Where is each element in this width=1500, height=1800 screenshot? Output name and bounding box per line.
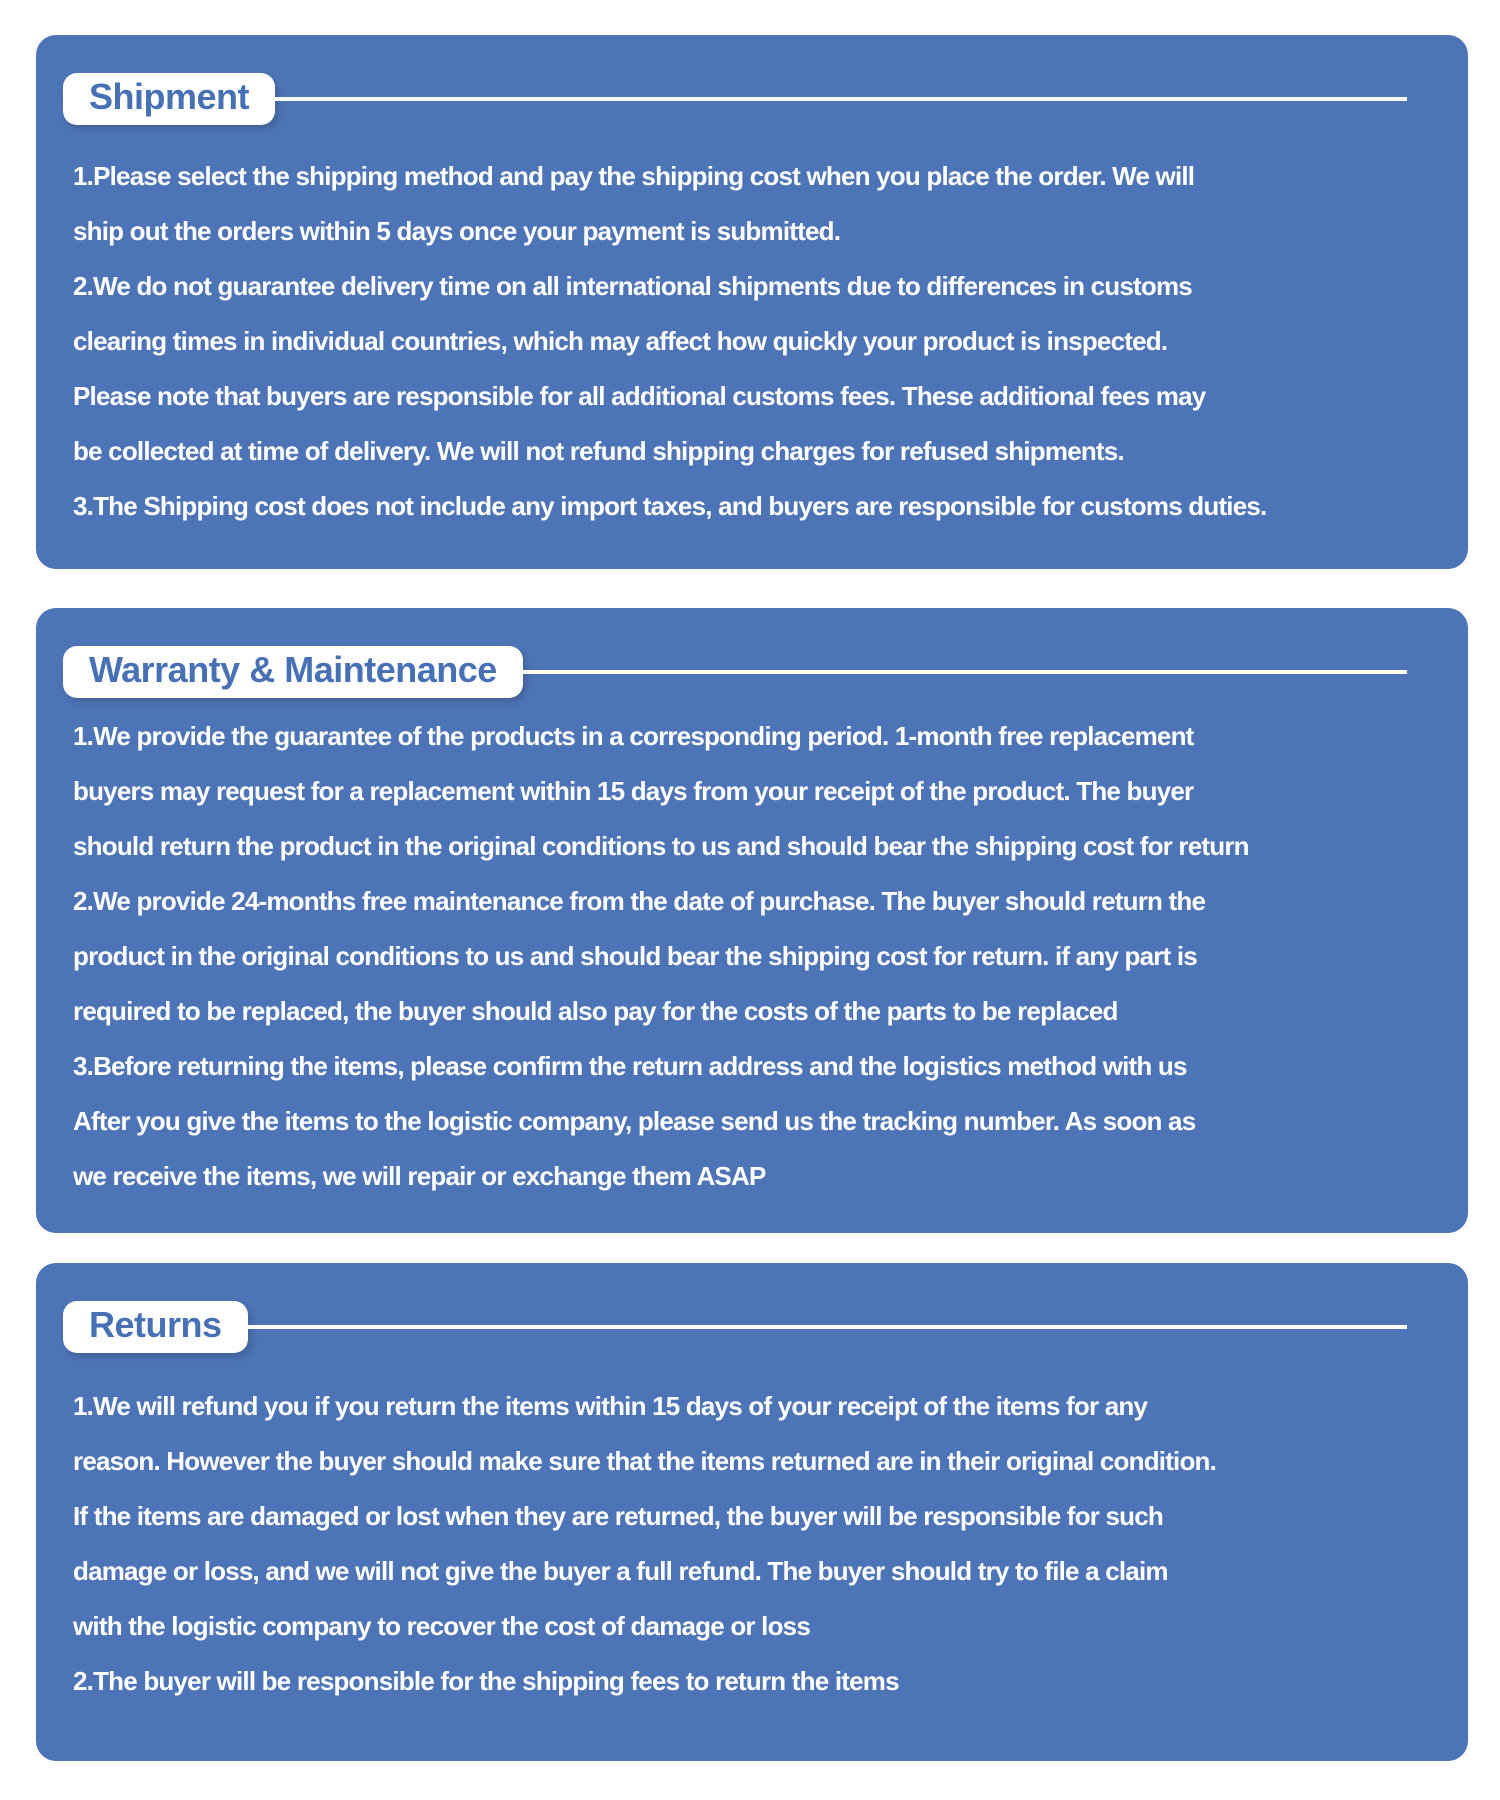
warranty-maintenance-section — [36, 608, 1468, 1233]
text-line: with the logistic company to recover the cost of damage or loss — [73, 1611, 810, 1641]
header-divider-line — [275, 97, 1407, 101]
shipment-section-header — [36, 35, 1468, 125]
text-line: damage or loss, and we will not give the buyer a full refund. The buyer should try to file a claim — [73, 1556, 1168, 1586]
warranty-title: Warranty & Maintenance — [89, 649, 497, 690]
text-line: be collected at time of delivery. We will not refund shipping charges for refused shipments. — [73, 436, 1124, 466]
text-line: we receive the items, we will repair or exchange them ASAP — [73, 1161, 766, 1191]
text-line: buyers may request for a replacement within 15 days from your receipt of the product. The buyer — [73, 776, 1194, 806]
text-line: 3.Before returning the items, please confirm the return address and the logistics method with us — [73, 1051, 1187, 1081]
text-line: ship out the orders within 5 days once your payment is submitted. — [73, 216, 841, 246]
shipment-section — [36, 35, 1468, 569]
returns-section-header — [36, 1263, 1468, 1353]
returns-body — [36, 1379, 1468, 1761]
text-line: required to be replaced, the buyer should also pay for the costs of the parts to be replaced — [73, 996, 1118, 1026]
returns-title: Returns — [89, 1304, 222, 1345]
text-line: should return the product in the original conditions to us and should bear the shipping cost for return — [73, 831, 1249, 861]
shipment-title-pill — [63, 73, 275, 125]
text-line: 1.Please select the shipping method and pay the shipping cost when you place the order. We will — [73, 161, 1195, 191]
text-line: clearing times in individual countries, which may affect how quickly your product is inspected. — [73, 326, 1168, 356]
text-line: 2.We do not guarantee delivery time on all international shipments due to differences in customs — [73, 271, 1192, 301]
returns-title-pill — [63, 1301, 248, 1353]
text-line: Please note that buyers are responsible for all additional customs fees. These additional fees may — [73, 381, 1206, 411]
text-line: 2.The buyer will be responsible for the shipping fees to return the items — [73, 1666, 899, 1696]
text-line: After you give the items to the logistic company, please send us the tracking number. As soon as — [73, 1106, 1196, 1136]
text-line: 2.We provide 24-months free maintenance from the date of purchase. The buyer should return the — [73, 886, 1206, 916]
shipment-body — [36, 149, 1468, 569]
text-line: product in the original conditions to us and should bear the shipping cost for return. if any part is — [73, 941, 1197, 971]
text-line: 1.We provide the guarantee of the products in a corresponding period. 1-month free replacement — [73, 721, 1194, 751]
text-line: 3.The Shipping cost does not include any import taxes, and buyers are responsible for customs duties. — [73, 491, 1267, 521]
text-line: reason. However the buyer should make sure that the items returned are in their original condition. — [73, 1446, 1217, 1476]
header-divider-line — [523, 670, 1407, 674]
text-line: If the items are damaged or lost when they are returned, the buyer will be responsible for such — [73, 1501, 1163, 1531]
text-line: 1.We will refund you if you return the items within 15 days of your receipt of the items for any — [73, 1391, 1148, 1421]
warranty-title-pill — [63, 646, 523, 698]
warranty-section-header — [36, 608, 1468, 698]
warranty-body — [36, 709, 1468, 1233]
shipment-title: Shipment — [89, 76, 250, 117]
header-divider-line — [248, 1325, 1407, 1329]
returns-section — [36, 1263, 1468, 1761]
